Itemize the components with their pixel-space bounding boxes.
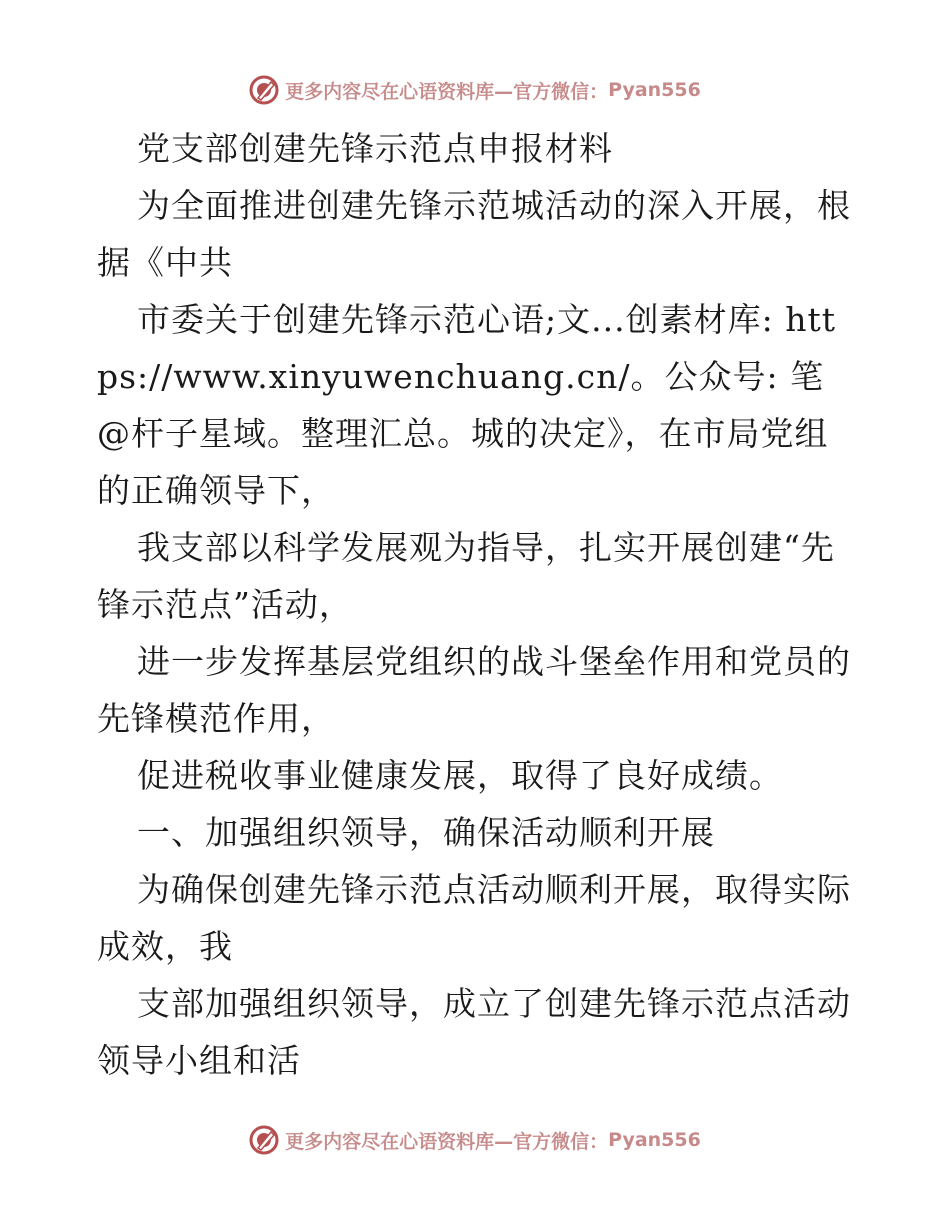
watermark-site-text: 更多内容尽在心语资料库— bbox=[285, 80, 514, 103]
paragraph: 促进税收事业健康发展，取得了良好成绩。 bbox=[137, 756, 783, 795]
paragraph: 支部加强组织领导，成立了创建先锋示范点活动领导小组和活 bbox=[97, 984, 851, 1080]
paragraph: 进一步发挥基层党组织的战斗堡垒作用和党员的先锋模范作用， bbox=[97, 642, 851, 738]
watermark-official-label: 官方微信： bbox=[513, 1130, 609, 1153]
section-heading: 一、加强组织领导，确保活动顺利开展 bbox=[137, 813, 715, 852]
paragraph: 市委关于创建先锋示范心语;文...创素材库: https://www.xinyuwenchuang.cn/。公众号: 笔@杆子星域。整理汇总。城的决定》，在市局党组的正确领导下， bbox=[97, 300, 836, 510]
paragraph: 为全面推进创建先锋示范城活动的深入开展，根据《中共 bbox=[97, 186, 851, 282]
watermark-wechat-id: Pyan556 bbox=[608, 79, 701, 101]
document-body bbox=[97, 120, 857, 1089]
header-watermark bbox=[0, 70, 950, 110]
watermark-wechat-id: Pyan556 bbox=[608, 1129, 701, 1151]
paragraph: 我支部以科学发展观为指导，扎实开展创建“先锋示范点”活动， bbox=[97, 528, 835, 624]
pen-logo-icon bbox=[249, 1125, 279, 1155]
doc-title: 党支部创建先锋示范点申报材料 bbox=[137, 129, 613, 168]
paragraph: 为确保创建先锋示范点活动顺利开展，取得实际成效，我 bbox=[97, 870, 851, 966]
footer-watermark bbox=[0, 1120, 950, 1160]
watermark-site-text: 更多内容尽在心语资料库— bbox=[285, 1130, 514, 1153]
pen-logo-icon bbox=[249, 75, 279, 105]
watermark-official-label: 官方微信： bbox=[513, 80, 609, 103]
